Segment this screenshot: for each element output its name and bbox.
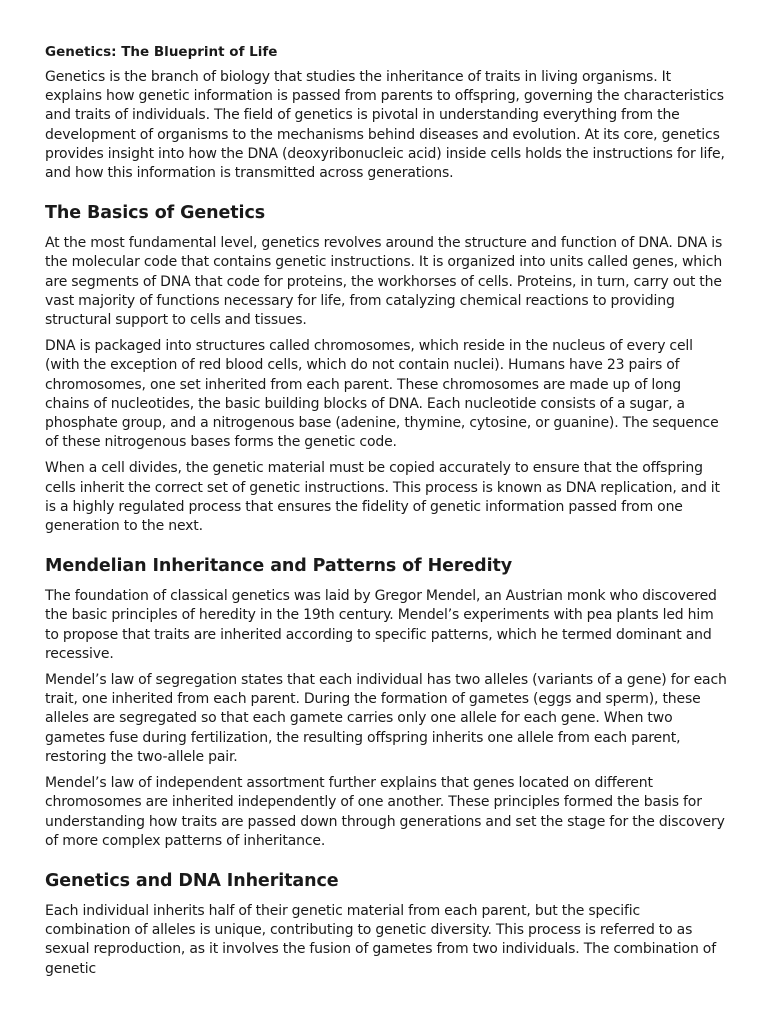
section-heading: Genetics and DNA Inheritance — [45, 870, 339, 891]
paragraph: Mendel’s law of independent assortment further explains that genes located on different chromosomes are inherited independently of one another. These principles formed the basis for understanding how traits are passed down through generations and set the stage for the discovery of more complex patterns of inheritance. — [45, 775, 725, 849]
paragraph: At the most fundamental level, genetics revolves around the structure and function of DNA. DNA is the molecular code that contains genetic instructions. It is organized into units called genes, which are segments of DNA that code for proteins, the workhorses of cells. Proteins, in turn, carry out the vast majority of functions necessary for life, from catalyzing chemical reactions to providing structural support to cells and tissues. — [45, 235, 723, 329]
paragraph: DNA is packaged into structures called chromosomes, which reside in the nucleus of every cell (with the exception of red blood cells, which do not contain nuclei). Humans have 23 pairs of chromosomes, one set inherited from each parent. These chromosomes are made up of long chains of nucleotides, the basic building blocks of DNA. Each nucleotide consists of a sugar, a phosphate group, and a nitrogenous base (adenine, thymine, cytosine, or guanine). The sequence of these nitrogenous bases forms the genetic code. — [45, 338, 719, 451]
document-title: Genetics: The Blueprint of Life — [45, 44, 278, 60]
section-basics-of-genetics — [45, 202, 729, 536]
section-heading: Mendelian Inheritance and Patterns of Heredity — [45, 556, 513, 577]
section-heading: The Basics of Genetics — [45, 203, 266, 224]
paragraph: Mendel’s law of segregation states that each individual has two alleles (variants of a gene) for each trait, one inherited from each parent. During the formation of gametes (eggs and sperm), these alleles are segregated so that each gamete carries only one allele for each gene. When two gametes fuse during fertilization, the resulting offspring inherits one allele from each parent, restoring the two-allele pair. — [45, 672, 727, 765]
section-dna-inheritance — [45, 870, 729, 979]
document-page — [45, 43, 729, 986]
paragraph: The foundation of classical genetics was laid by Gregor Mendel, an Austrian monk who discovered the basic principles of heredity in the 19th century. Mendel’s experiments with pea plants led him to propose that traits are inherited according to specific patterns, which he termed dominant and recessive. — [45, 588, 717, 662]
paragraph: Each individual inherits half of their genetic material from each parent, but the specific combination of alleles is unique, contributing to genetic diversity. This process is referred to as sexual reproduction, as it involves the fusion of gametes from two individuals. The combination of genetic — [45, 902, 716, 977]
intro-paragraph: Genetics is the branch of biology that studies the inheritance of traits in living organisms. It explains how genetic information is passed from parents to offspring, governing the characteristics and traits of individuals. The field of genetics is pivotal in understanding everything from the development of organisms to the mechanisms behind diseases and evolution. At its core, genetics provides insight into how the DNA (deoxyribonucleic acid) inside cells holds the instructions for life, and how this information is transmitted across generations. — [45, 69, 725, 182]
section-mendelian-inheritance — [45, 555, 729, 851]
paragraph: When a cell divides, the genetic material must be copied accurately to ensure that the offspring cells inherit the correct set of genetic instructions. This process is known as DNA replication, and it is a highly regulated process that ensures the fidelity of genetic information passed from one generation to the next. — [45, 460, 720, 535]
